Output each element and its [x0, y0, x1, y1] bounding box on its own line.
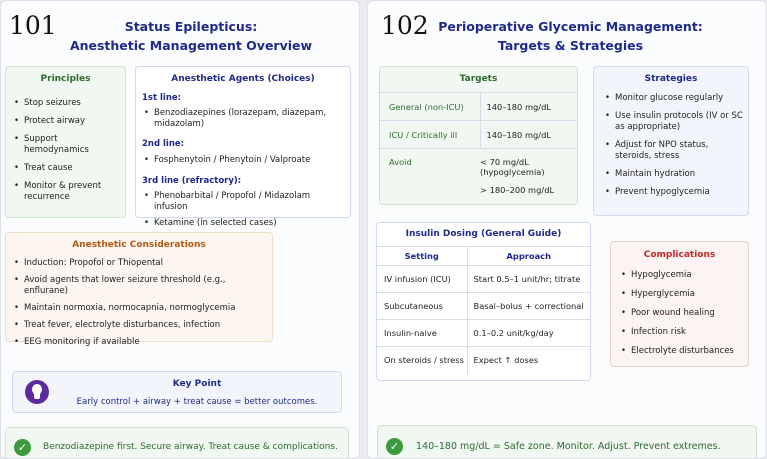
- strategies-list: [603, 93, 744, 198]
- list-item: • Use insulin protocols (IV or SC as appropriate): [603, 111, 744, 133]
- list-item: • Stop seizures: [12, 98, 121, 109]
- footer-text: Benzodiazepine first. Secure airway. Treat cause & complications.: [43, 442, 338, 452]
- list-item: • Phenobarbital / Propofol / Midazolam infusion: [142, 191, 344, 213]
- footer-text: 140–180 mg/dL = Safe zone. Monitor. Adjust. Prevent extremes.: [416, 441, 721, 452]
- second-line-list: [142, 155, 344, 166]
- considerations-box: [5, 232, 273, 347]
- considerations-heading: Anesthetic Considerations: [72, 240, 206, 250]
- complications-box: [610, 241, 749, 367]
- title-line-2: Targets & Strategies: [497, 38, 644, 53]
- second-line-label: 2nd line:: [142, 139, 185, 149]
- principles-box: [5, 66, 126, 218]
- avoid-value: < 70 mg/dL (hypoglycemia): [480, 157, 545, 177]
- principles-list: [12, 98, 121, 203]
- strategies-box: [593, 66, 749, 216]
- principles-heading: Principles: [40, 74, 91, 84]
- key-point-heading: Key Point: [172, 379, 222, 389]
- lightbulb-icon: [25, 380, 49, 404]
- title-line-1: Perioperative Glycemic Management:: [438, 19, 703, 34]
- avoid-value: > 180–200 mg/dL: [480, 185, 555, 195]
- table-row: [380, 121, 577, 149]
- complications-heading: Complications: [643, 250, 716, 260]
- setting-cell: Subcutaneous: [377, 293, 467, 320]
- page-title: [41, 17, 341, 55]
- footer-box: [5, 427, 349, 459]
- col-setting-header: Setting: [377, 247, 467, 266]
- list-item: • Maintain hydration: [603, 169, 744, 180]
- list-item: • Monitor & prevent recurrence: [12, 181, 121, 203]
- title-line-2: Anesthetic Management Overview: [69, 38, 313, 53]
- list-item: • Monitor glucose regularly: [603, 93, 744, 104]
- target-label: ICU / Critically ill: [380, 121, 480, 149]
- table-row: [377, 320, 590, 347]
- page-101: [0, 0, 360, 459]
- agents-content: [142, 93, 344, 229]
- page-number: 102: [381, 11, 429, 40]
- list-item: • EEG monitoring if available: [12, 337, 268, 348]
- list-item: • Support hemodynamics: [12, 134, 121, 156]
- list-item: • Ketamine (in selected cases): [142, 218, 344, 229]
- target-label: General (non-ICU): [380, 93, 480, 121]
- list-item: • Treat fever, electrolyte disturbances, infection: [12, 320, 268, 331]
- list-item: • Infection risk: [619, 327, 744, 338]
- first-line-list: [142, 108, 344, 130]
- list-item: • Poor wound healing: [619, 308, 744, 319]
- page-number: 101: [9, 11, 57, 40]
- targets-box: [379, 66, 578, 205]
- list-item: • Benzodiazepines (lorazepam, diazepam, midazolam): [142, 108, 344, 130]
- avoid-values: [480, 149, 577, 196]
- list-item: • Prevent hypoglycemia: [603, 187, 744, 198]
- agents-heading: Anesthetic Agents (Choices): [171, 74, 315, 84]
- list-item: • Induction: Propofol or Thiopental: [12, 258, 268, 269]
- list-item: • Avoid agents that lower seizure threshold (e.g., enflurane): [12, 275, 268, 297]
- table-row: [377, 266, 590, 293]
- targets-table: [380, 92, 577, 195]
- list-item: • Protect airway: [12, 116, 121, 127]
- setting-cell: Insulin-naive: [377, 320, 467, 347]
- list-item: • Treat cause: [12, 163, 121, 174]
- table-row: [377, 347, 590, 374]
- footer-box: [377, 425, 757, 459]
- setting-cell: IV infusion (ICU): [377, 266, 467, 293]
- key-point-box: [12, 371, 342, 413]
- list-item: • Hypoglycemia: [619, 270, 744, 281]
- approach-cell: Basal–bolus + correctional: [467, 293, 590, 320]
- col-approach-header: Approach: [467, 247, 590, 266]
- page-title: [428, 17, 713, 55]
- page-102: [367, 0, 767, 459]
- third-line-list: [142, 191, 344, 229]
- target-value: 140–180 mg/dL: [480, 93, 577, 121]
- avoid-label: Avoid: [380, 149, 480, 196]
- title-line-1: Status Epilepticus:: [124, 19, 258, 34]
- approach-cell: Start 0.5–1 unit/hr; titrate: [467, 266, 590, 293]
- table-header-row: [377, 247, 590, 266]
- check-circle-icon: ✓: [386, 438, 403, 455]
- approach-cell: 0.1–0.2 unit/kg/day: [467, 320, 590, 347]
- first-line-label: 1st line:: [142, 93, 182, 103]
- target-value: 140–180 mg/dL: [480, 121, 577, 149]
- list-item: • Electrolyte disturbances: [619, 346, 744, 357]
- approach-cell: Expect ↑ doses: [467, 347, 590, 374]
- list-item: • Maintain normoxia, normocapnia, normoglycemia: [12, 303, 268, 314]
- setting-cell: On steroids / stress: [377, 347, 467, 374]
- insulin-heading: Insulin Dosing (General Guide): [405, 229, 562, 239]
- insulin-table: [377, 246, 590, 374]
- list-item: • Hyperglycemia: [619, 289, 744, 300]
- considerations-list: [12, 258, 268, 348]
- third-line-label: 3rd line (refractory):: [142, 176, 242, 186]
- list-item: • Fosphenytoin / Phenytoin / Valproate: [142, 155, 344, 166]
- table-row: [380, 149, 577, 196]
- agents-box: [135, 66, 351, 228]
- list-item: • Adjust for NPO status, steroids, stress: [603, 140, 744, 162]
- check-circle-icon: ✓: [14, 439, 31, 456]
- targets-heading: Targets: [459, 74, 498, 84]
- strategies-heading: Strategies: [644, 74, 698, 84]
- complications-list: [619, 270, 744, 357]
- insulin-dosing-box: [376, 222, 591, 381]
- table-row: [377, 293, 590, 320]
- table-row: [380, 93, 577, 121]
- key-point-text: Early control + airway + treat cause = better outcomes.: [76, 397, 318, 407]
